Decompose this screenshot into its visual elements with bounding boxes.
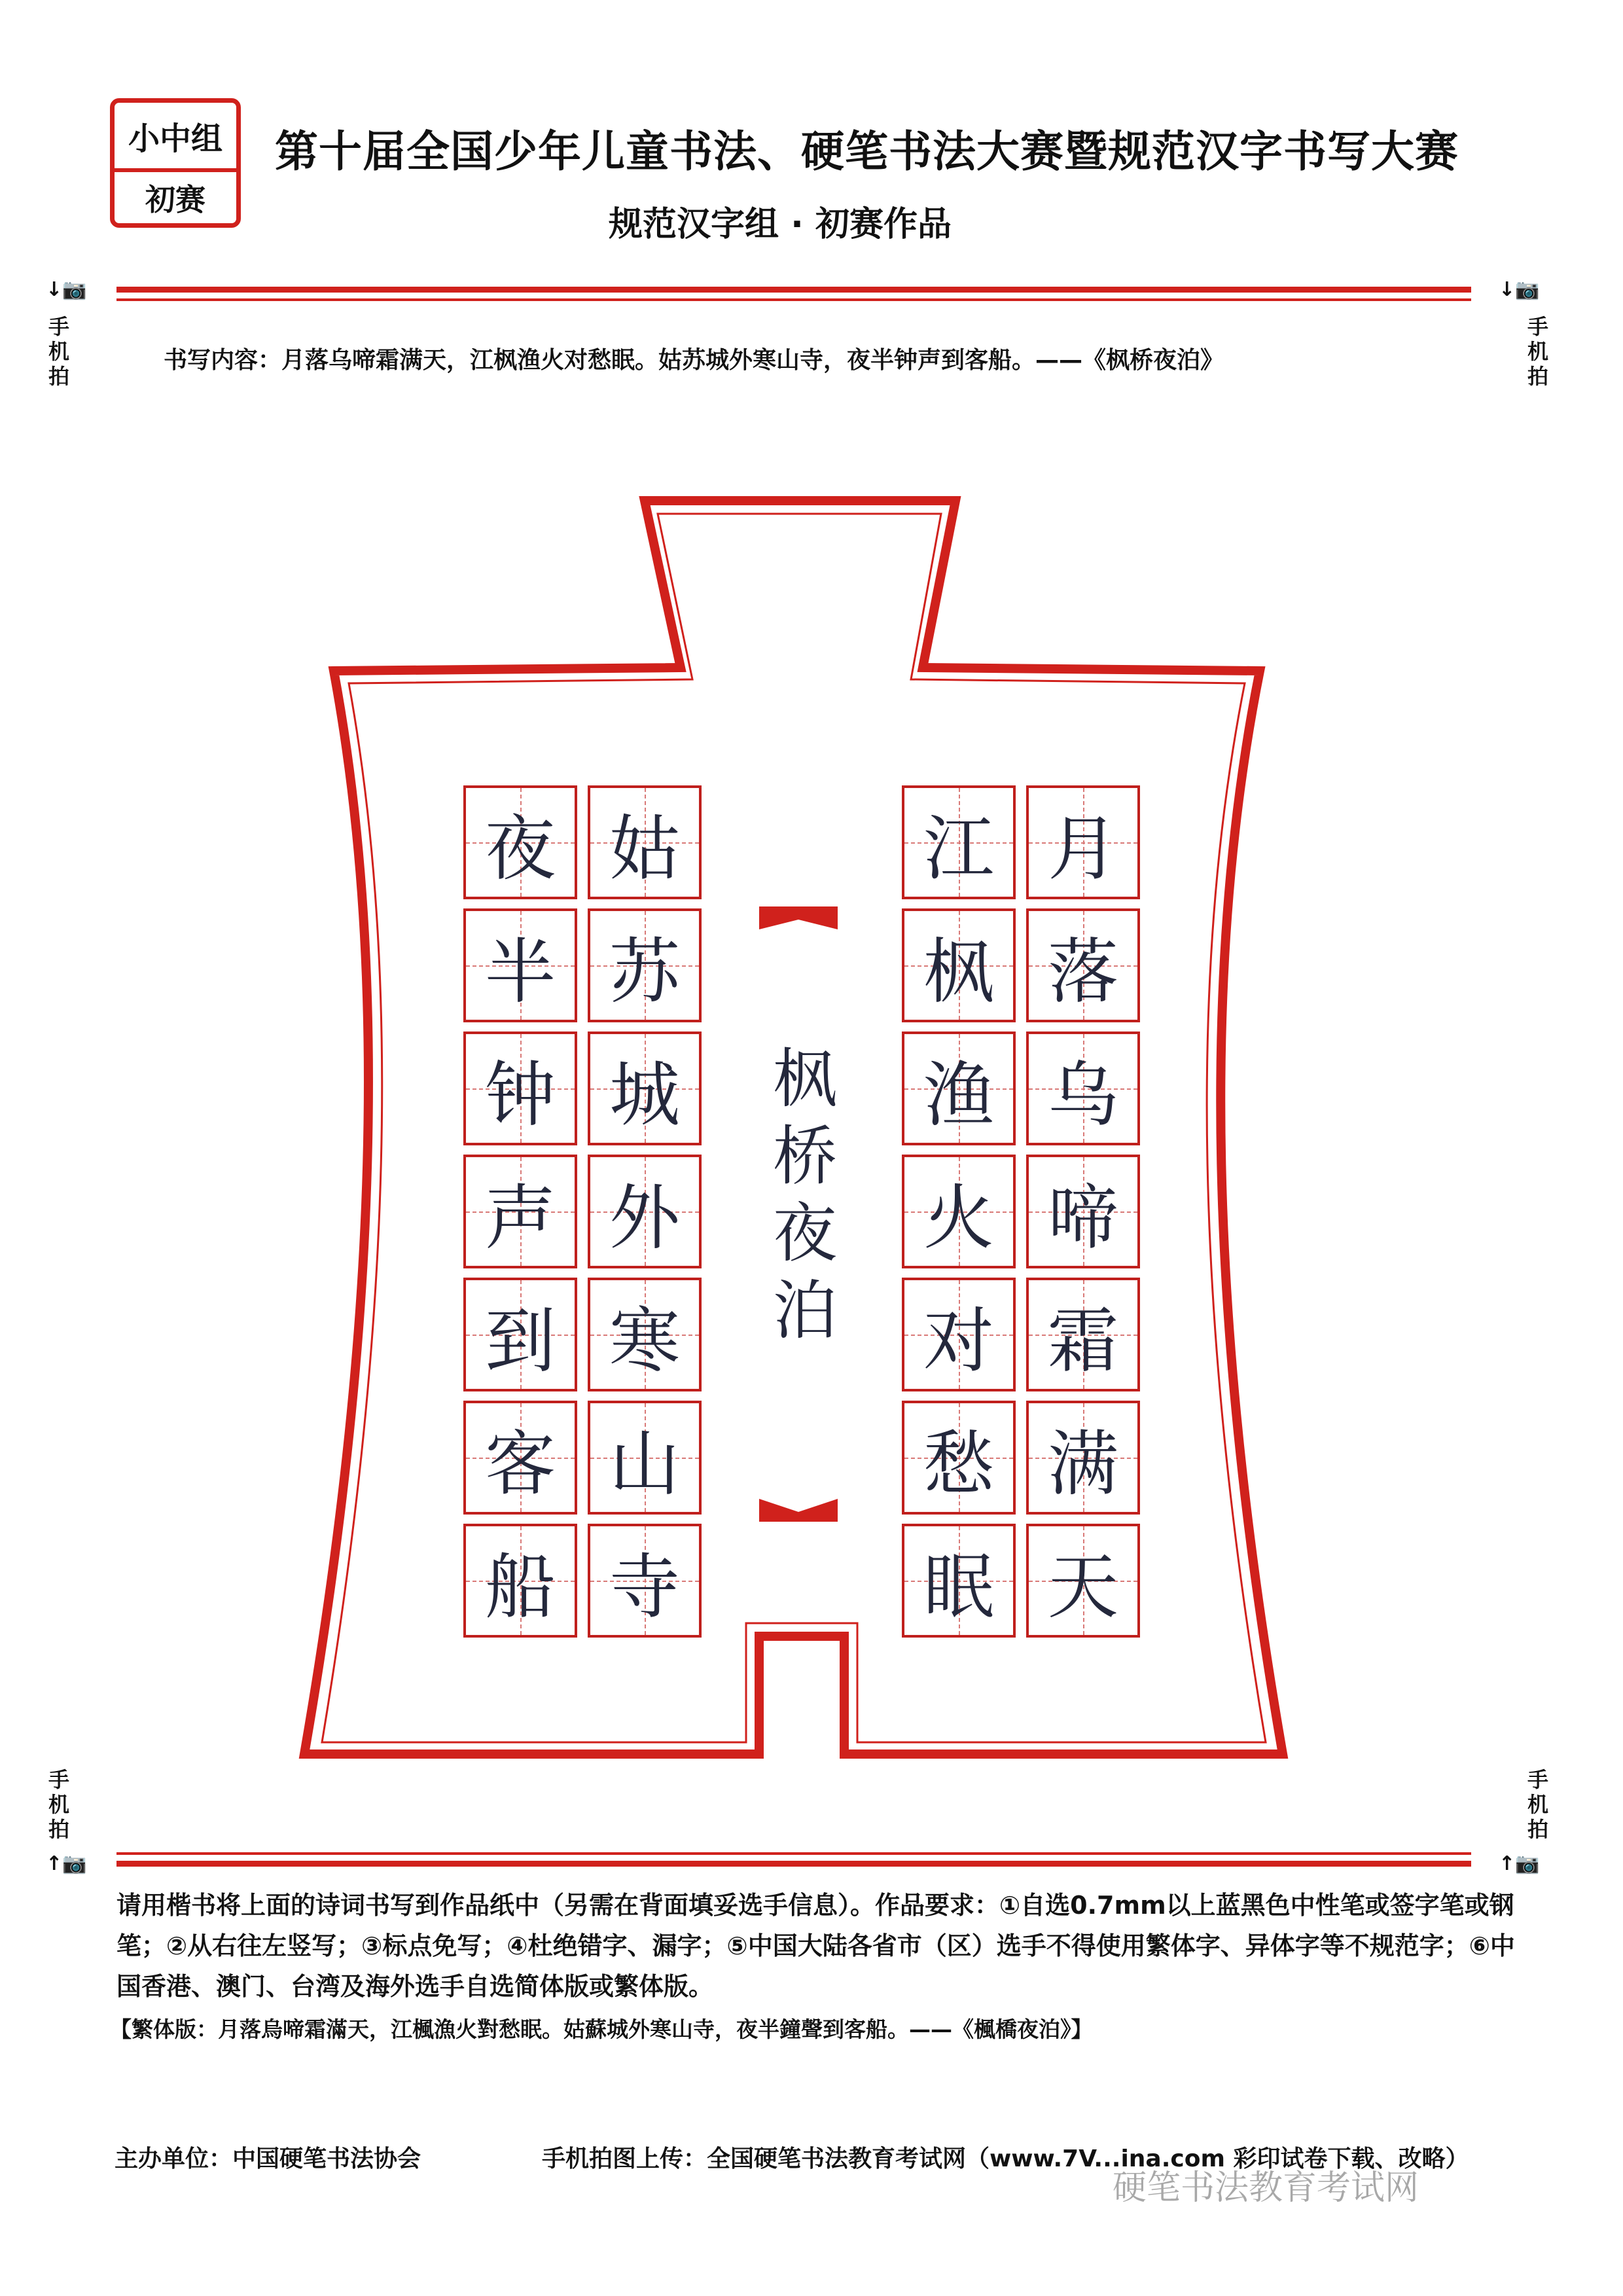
grid-char: 客	[484, 1423, 556, 1505]
grid-char: 渔	[923, 1054, 994, 1136]
poem-title-char: 枫	[772, 1042, 837, 1117]
page-title: 第十届全国少年儿童书法、硬笔书法大赛暨规范汉字书写大赛	[275, 126, 1459, 177]
camera-icon-top-right: ↓📷	[1499, 278, 1540, 301]
organizer: 主办单位：中国硬笔书法协会	[115, 2145, 421, 2172]
writing-content: 书写内容：月落乌啼霜满天，江枫渔火对愁眠。姑苏城外寒山寺，夜半钟声到客船。——《枫桥夜泊》	[164, 347, 1224, 374]
grid-char: 天	[1047, 1546, 1118, 1628]
camera-icon-bottom-right: ↑📷	[1499, 1852, 1540, 1875]
grid-char: 江	[923, 808, 994, 890]
watermark: 硬笔书法教育考试网	[1113, 2168, 1419, 2208]
grid-char: 到	[484, 1300, 556, 1382]
grid-cell	[902, 908, 1016, 1022]
grid-char: 半	[484, 931, 556, 1013]
phone-shot-note-top-right: 手机拍	[1527, 314, 1548, 389]
grid-char: 钟	[484, 1054, 556, 1136]
grid-cell	[1026, 1401, 1140, 1515]
phone-shot-note-bottom-right: 手机拍	[1527, 1767, 1548, 1842]
grid-cell	[902, 1524, 1016, 1638]
upload-info: 手机拍图上传：全国硬笔书法教育考试网（www.7V...ina.com 彩印试卷下载、改略）	[542, 2145, 1469, 2172]
bottom-rule-thick	[116, 1861, 1471, 1867]
poem-title-char: 桥	[772, 1119, 837, 1194]
grid-char: 火	[923, 1177, 994, 1259]
grid-cell	[463, 1155, 577, 1268]
grid-char: 枫	[923, 931, 994, 1013]
grid-char: 霜	[1047, 1300, 1118, 1382]
grid-cell	[1026, 785, 1140, 899]
grid-char: 月	[1047, 808, 1118, 890]
grid-cell	[902, 785, 1016, 899]
grid-cell	[1026, 1155, 1140, 1268]
grid-char: 夜	[484, 808, 556, 890]
grid-cell	[463, 908, 577, 1022]
camera-icon-top-left: ↓📷	[46, 278, 87, 301]
grid-char: 姑	[609, 808, 680, 890]
grid-char: 对	[923, 1300, 994, 1382]
grid-cell	[1026, 908, 1140, 1022]
poem-title	[766, 1041, 844, 1350]
grid-cell	[463, 1401, 577, 1515]
grid-char: 满	[1047, 1423, 1118, 1505]
badge-stage: 初赛	[145, 182, 205, 217]
grid-char: 乌	[1047, 1054, 1118, 1136]
grid-char: 愁	[923, 1423, 994, 1505]
phone-shot-note-bottom-left: 手机拍	[48, 1767, 69, 1842]
grid-char: 苏	[609, 931, 680, 1013]
instructions: 请用楷书将上面的诗词书写到作品纸中（另需在背面填妥选手信息）。作品要求：①自选0.7mm以上蓝黑色中性笔或签字笔或钢笔；②从右往左竖写；③标点免写；④杜绝错字、漏字；⑤中国大陆各省市（区）选手不得使用繁体字、异体字等不规范字；⑥中国香港、澳门、台湾及海外选手自选简体版或繁体版。	[116, 1891, 1515, 2001]
grid-cell	[588, 1031, 702, 1145]
grid-cell	[1026, 1524, 1140, 1638]
grid-cell	[463, 1031, 577, 1145]
grid-cell	[463, 785, 577, 899]
grid-cell	[463, 1524, 577, 1638]
grid-char: 山	[609, 1423, 680, 1505]
grid-cell	[1026, 1278, 1140, 1391]
grid-char: 寺	[609, 1546, 680, 1628]
grid-cell	[902, 1401, 1016, 1515]
grid-char: 寒	[609, 1300, 680, 1382]
grid-cell	[1026, 1031, 1140, 1145]
grid-cell	[902, 1278, 1016, 1391]
grid-cell	[588, 1401, 702, 1515]
page-subtitle: 规范汉字组 · 初赛作品	[609, 205, 952, 244]
badge-group: 小中组	[128, 120, 223, 157]
poem-title-char: 泊	[772, 1274, 837, 1348]
grid-char: 城	[609, 1054, 680, 1136]
grid-char: 落	[1047, 931, 1118, 1013]
traditional-version: 【繁体版：月落烏啼霜滿天，江楓漁火對愁眠。姑蘇城外寒山寺，夜半鐘聲到客船。——《楓橋夜泊》】	[110, 2017, 1093, 2042]
grid-char: 声	[484, 1177, 556, 1259]
bottom-rule-thin	[116, 1852, 1471, 1855]
grid-char: 外	[609, 1177, 680, 1259]
grid-cell	[588, 1155, 702, 1268]
camera-icon-bottom-left: ↑📷	[46, 1852, 87, 1875]
grid-cell	[588, 1278, 702, 1391]
grid-cell	[902, 1031, 1016, 1145]
grid-char: 啼	[1047, 1177, 1118, 1259]
grid-cell	[902, 1155, 1016, 1268]
grid-char: 船	[484, 1546, 556, 1628]
ornament-bottom	[759, 1499, 838, 1522]
grid-cell	[588, 908, 702, 1022]
grid-cell	[588, 785, 702, 899]
ornament-top	[759, 906, 838, 929]
grid-cell	[463, 1278, 577, 1391]
poem-title-char: 夜	[772, 1196, 837, 1271]
grid-cell	[588, 1524, 702, 1638]
grid-char: 眠	[923, 1546, 994, 1628]
phone-shot-note-top-left: 手机拍	[48, 314, 69, 389]
